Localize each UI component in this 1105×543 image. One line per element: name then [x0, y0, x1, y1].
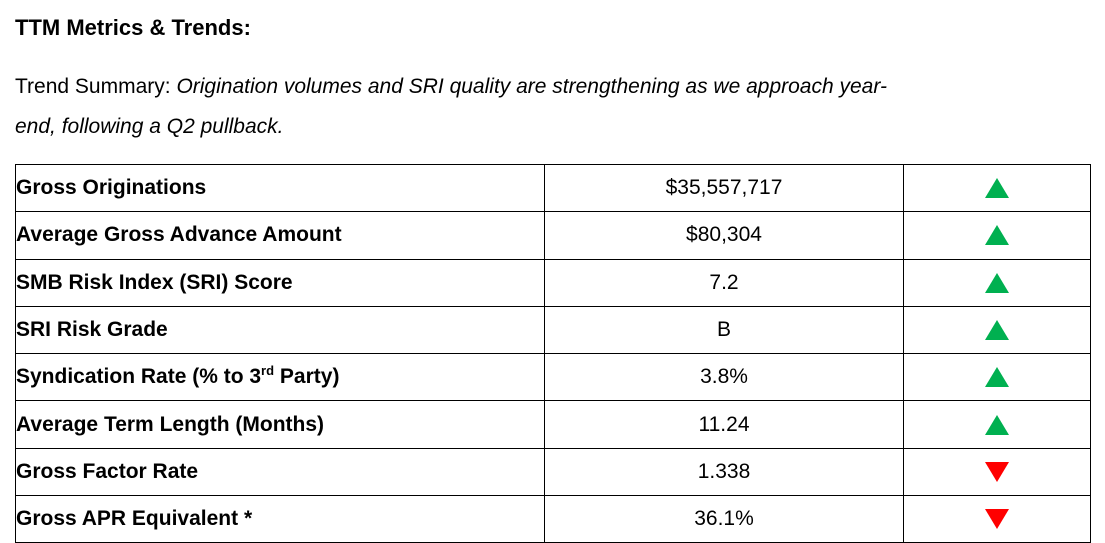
table-row [16, 354, 1091, 401]
metric-label: SRI Risk Grade [16, 306, 545, 353]
table-row [16, 259, 1091, 306]
metric-label: Gross APR Equivalent * [16, 496, 545, 543]
trend-summary [15, 67, 1088, 147]
page-title: TTM Metrics & Trends: [15, 15, 251, 40]
table-row [16, 212, 1091, 259]
trend-cell [904, 165, 1091, 212]
metric-label: Gross Factor Rate [16, 448, 545, 495]
table-row [16, 401, 1091, 448]
trend-cell [904, 354, 1091, 401]
table-row [16, 496, 1091, 543]
metric-label: Average Gross Advance Amount [16, 212, 545, 259]
trend-up-icon [985, 415, 1009, 435]
metrics-table [15, 164, 1091, 543]
trend-up-icon [985, 178, 1009, 198]
metric-value: 11.24 [545, 401, 904, 448]
table-row [16, 165, 1091, 212]
metric-value: $80,304 [545, 212, 904, 259]
table-row [16, 306, 1091, 353]
trend-cell [904, 448, 1091, 495]
metric-label: Gross Originations [16, 165, 545, 212]
table-row [16, 448, 1091, 495]
metric-label: Average Term Length (Months) [16, 401, 545, 448]
document-page [0, 13, 1105, 543]
trend-cell [904, 306, 1091, 353]
trend-summary-line2: end, following a Q2 pullback. [15, 115, 284, 138]
trend-up-icon [985, 367, 1009, 387]
metric-label: Syndication Rate (% to 3rd Party) [16, 354, 545, 401]
metric-value: 7.2 [545, 259, 904, 306]
trend-up-icon [985, 225, 1009, 245]
metric-label: SMB Risk Index (SRI) Score [16, 259, 545, 306]
trend-summary-line1: Origination volumes and SRI quality are strengthening as we approach year- [176, 75, 887, 98]
trend-cell [904, 401, 1091, 448]
trend-cell [904, 259, 1091, 306]
trend-up-icon [985, 320, 1009, 340]
trend-cell [904, 212, 1091, 259]
trend-cell [904, 496, 1091, 543]
trend-up-icon [985, 273, 1009, 293]
metrics-table-body [16, 165, 1091, 543]
metric-value: B [545, 306, 904, 353]
trend-down-icon [985, 462, 1009, 482]
metric-value: $35,557,717 [545, 165, 904, 212]
metric-value: 1.338 [545, 448, 904, 495]
trend-down-icon [985, 509, 1009, 529]
metric-value: 36.1% [545, 496, 904, 543]
trend-summary-label: Trend Summary: [15, 75, 177, 98]
metric-value: 3.8% [545, 354, 904, 401]
